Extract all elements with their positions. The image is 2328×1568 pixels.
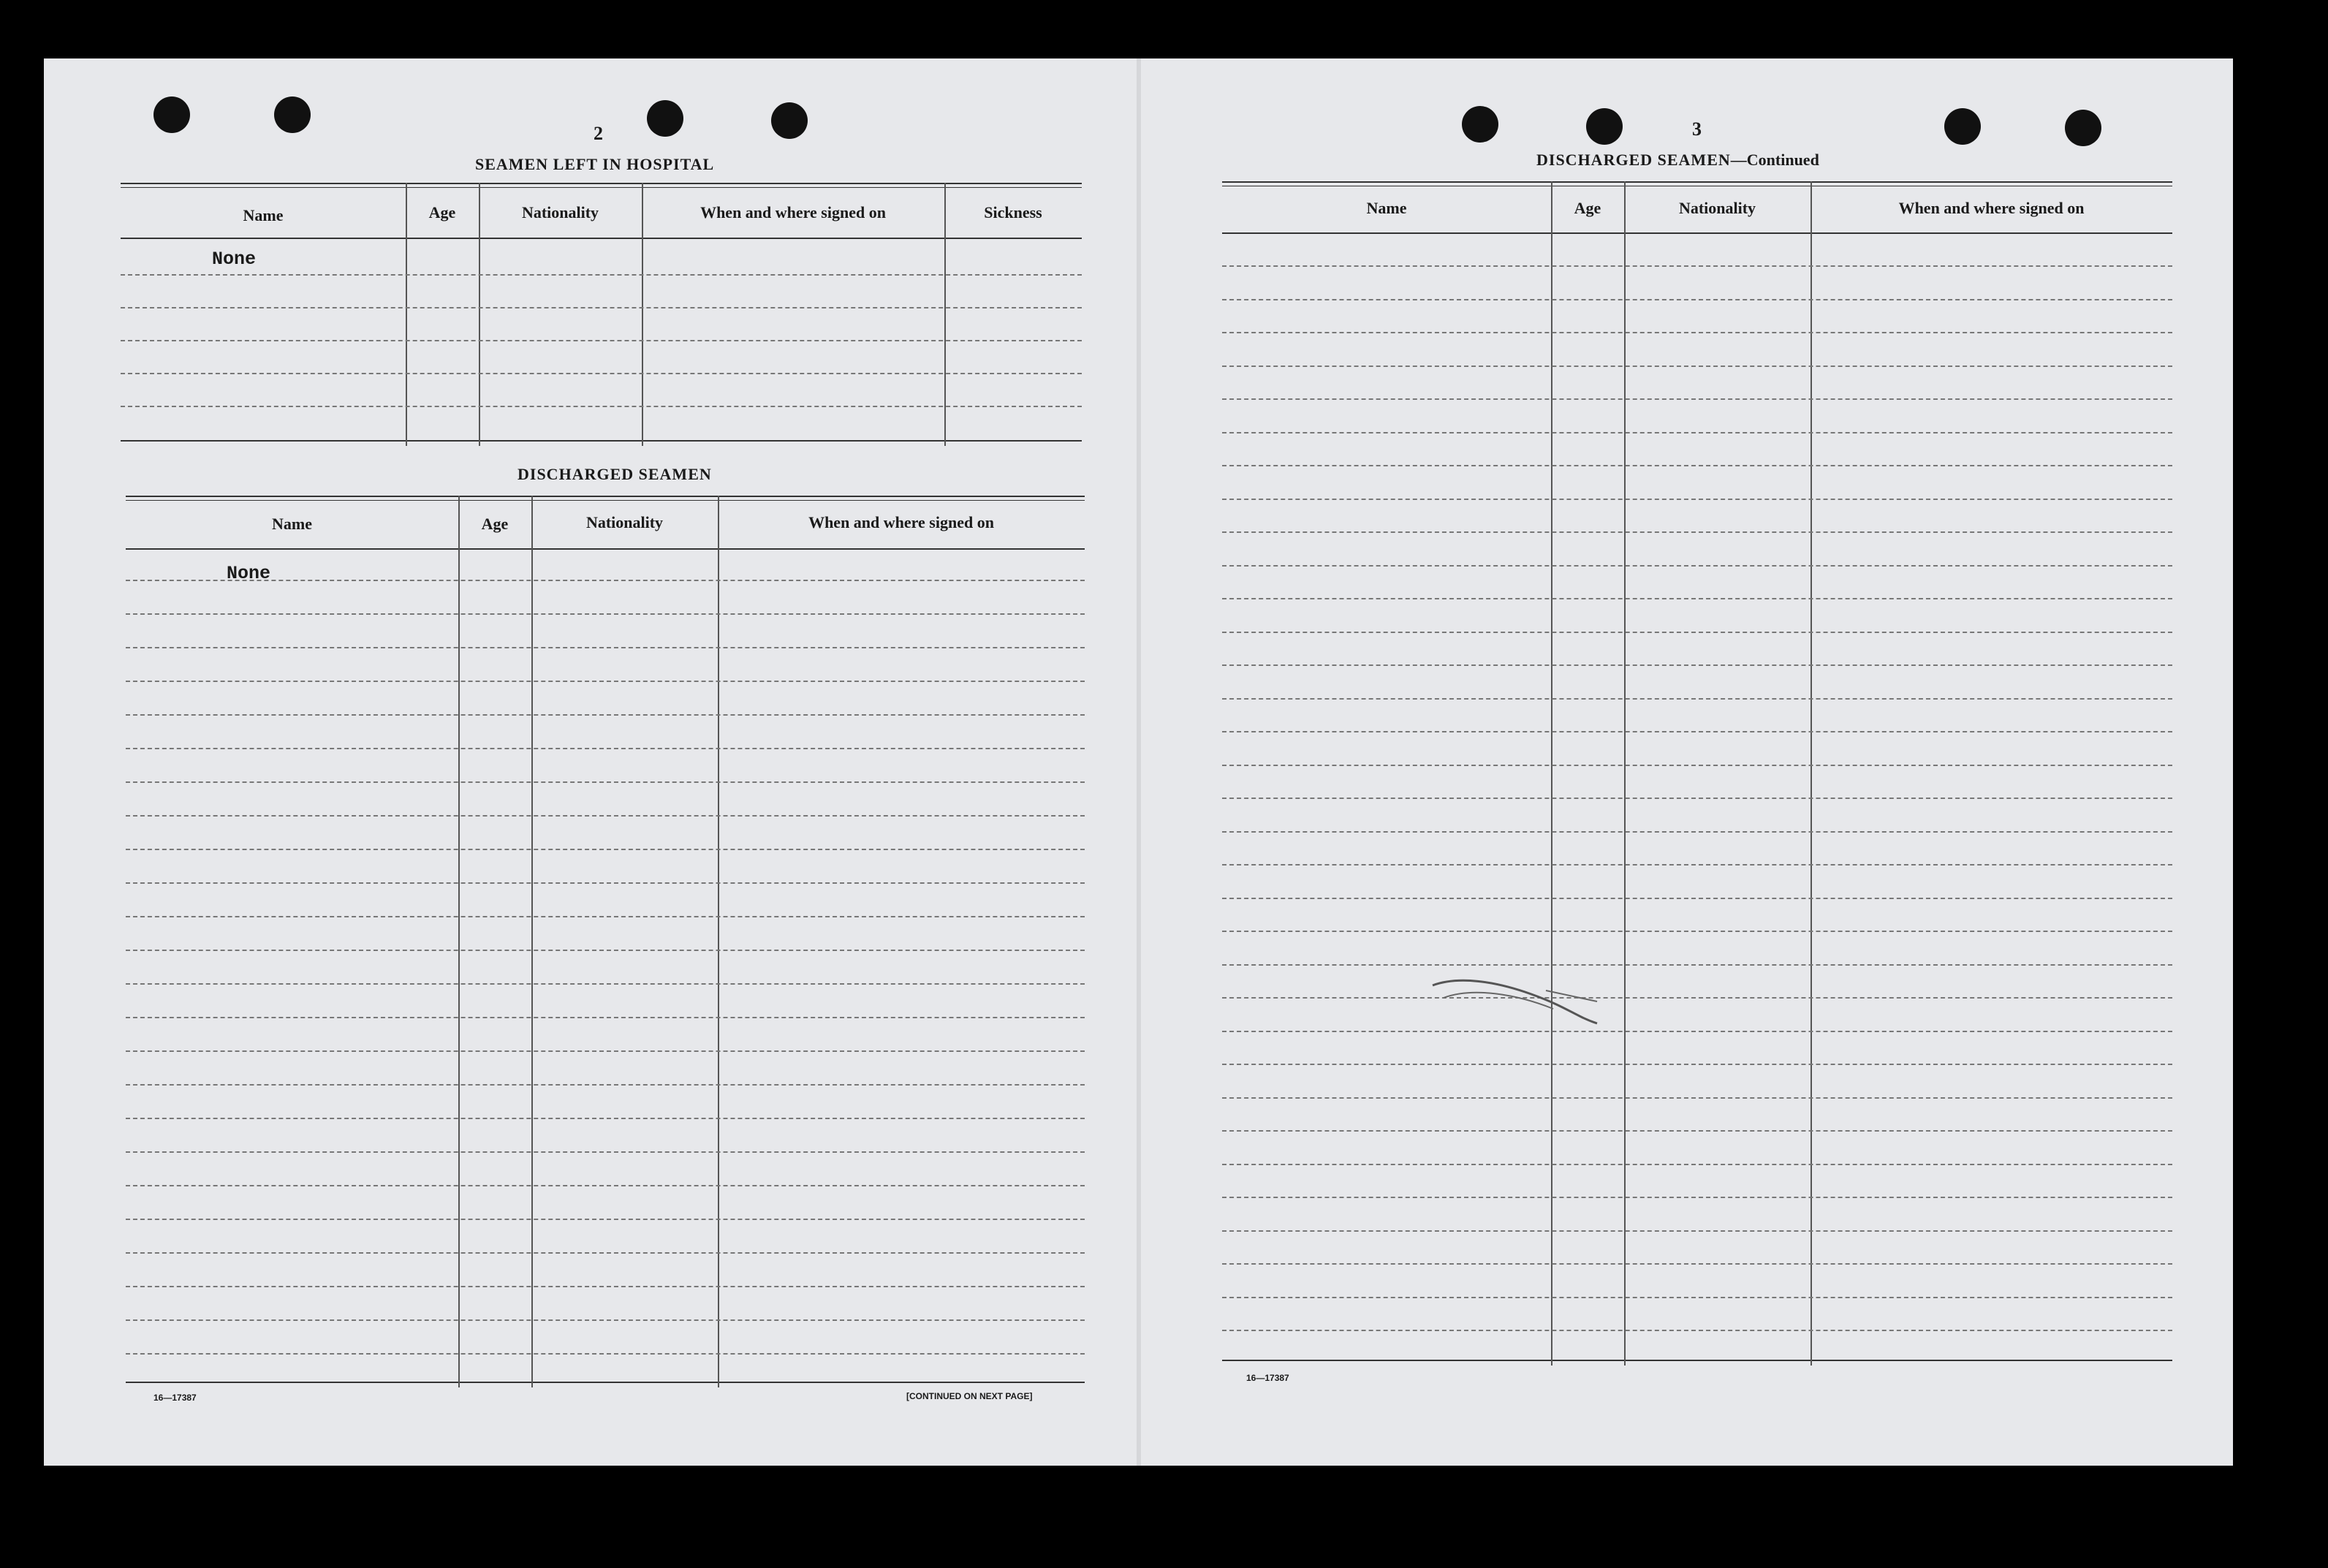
ruled-line (126, 613, 1085, 615)
discharged-header-name: Name (272, 515, 312, 533)
center-fold (1137, 58, 1141, 1466)
left-page-number: 2 (594, 123, 603, 144)
punch-hole (274, 96, 311, 133)
ruled-line (1222, 765, 2172, 766)
ruled-line (126, 849, 1085, 850)
ruled-line (126, 1151, 1085, 1153)
hospital-header-nationality: Nationality (521, 203, 599, 221)
ruled-line (1222, 798, 2172, 799)
ruled-line (1222, 1263, 2172, 1265)
right-section-title-suffix: —Continued (1730, 151, 1819, 169)
punch-hole (771, 102, 808, 139)
punch-hole (1462, 106, 1498, 143)
ruled-line (1222, 1197, 2172, 1198)
ruled-line (126, 781, 1085, 783)
punch-hole (1944, 108, 1981, 145)
hospital-entry: None (212, 249, 257, 270)
ruled-line (1222, 366, 2172, 367)
ruled-line (126, 1319, 1085, 1321)
ruled-line (1222, 1230, 2172, 1232)
ruled-line (1222, 1330, 2172, 1331)
ruled-line (1222, 1097, 2172, 1099)
right-header-name: Name (1366, 199, 1407, 217)
ruled-line (126, 1185, 1085, 1186)
ruled-line (126, 1286, 1085, 1287)
ruled-line (126, 647, 1085, 648)
right-header-age: Age (1574, 199, 1601, 217)
ruled-line (1222, 964, 2172, 966)
ruled-line (1222, 531, 2172, 533)
punch-hole (153, 96, 190, 133)
ruled-line (126, 1252, 1085, 1254)
ruled-line (126, 714, 1085, 716)
ruled-line (1222, 731, 2172, 732)
discharged-header-signed-on: When and where signed on (808, 513, 994, 531)
discharged-header-nationality: Nationality (585, 513, 664, 531)
ruled-line (1222, 1064, 2172, 1065)
ruled-line (1222, 598, 2172, 599)
ruled-line (126, 916, 1085, 917)
ruled-line (1222, 1130, 2172, 1132)
ruled-line (1222, 1297, 2172, 1298)
ruled-line (1222, 664, 2172, 666)
discharged-header-age: Age (481, 515, 509, 533)
ruled-line (126, 1084, 1085, 1086)
ruled-line (1222, 565, 2172, 567)
right-section-title-main: DISCHARGED SEAMEN (1536, 151, 1731, 169)
punch-hole (1586, 108, 1623, 145)
discharged-table-left (126, 496, 1085, 1387)
hospital-table (121, 183, 1082, 446)
punch-hole (647, 100, 683, 137)
ruled-line (1222, 465, 2172, 466)
left-form-number: 16—17387 (153, 1393, 197, 1403)
right-page-number: 3 (1692, 118, 1702, 140)
ruled-line (126, 1353, 1085, 1355)
ruled-line (1222, 398, 2172, 400)
discharged-section-title: DISCHARGED SEAMEN (517, 465, 712, 483)
ruled-line (1222, 698, 2172, 700)
ruled-line (1222, 432, 2172, 433)
ruled-line (126, 1118, 1085, 1119)
ruled-line (1222, 499, 2172, 500)
right-section-title (1536, 151, 1819, 170)
right-header-nationality: Nationality (1678, 199, 1756, 217)
ruled-line (1222, 931, 2172, 932)
ruled-line (1222, 332, 2172, 333)
hospital-header-sickness: Sickness (984, 203, 1042, 221)
hospital-header-age: Age (428, 203, 456, 221)
ruled-line (1222, 831, 2172, 833)
ruled-line (126, 983, 1085, 985)
hospital-section-title: SEAMEN LEFT IN HOSPITAL (475, 155, 715, 173)
ruled-line (126, 1219, 1085, 1220)
right-header-signed-on: When and where signed on (1898, 199, 2085, 217)
ruled-line (126, 950, 1085, 951)
ruled-line (126, 1050, 1085, 1052)
pencil-mark (1429, 972, 1619, 1031)
discharged-table-right (1222, 181, 2172, 1366)
ruled-line (126, 748, 1085, 749)
ruled-line (1222, 1031, 2172, 1032)
ruled-line (126, 815, 1085, 817)
hospital-header-name: Name (243, 206, 284, 224)
ruled-line (126, 1017, 1085, 1018)
ruled-line (1222, 997, 2172, 999)
ruled-line (1222, 299, 2172, 300)
ruled-line (1222, 864, 2172, 866)
discharged-entry: None (227, 563, 271, 584)
ruled-line (126, 882, 1085, 884)
ruled-line (126, 681, 1085, 682)
continued-note: [CONTINUED ON NEXT PAGE] (906, 1391, 1033, 1401)
right-form-number: 16—17387 (1246, 1373, 1289, 1383)
hospital-header-signed-on: When and where signed on (700, 203, 886, 221)
punch-hole (2065, 110, 2101, 146)
ruled-line (1222, 265, 2172, 267)
ruled-line (1222, 898, 2172, 899)
ruled-line (1222, 632, 2172, 633)
ruled-line (1222, 1164, 2172, 1165)
